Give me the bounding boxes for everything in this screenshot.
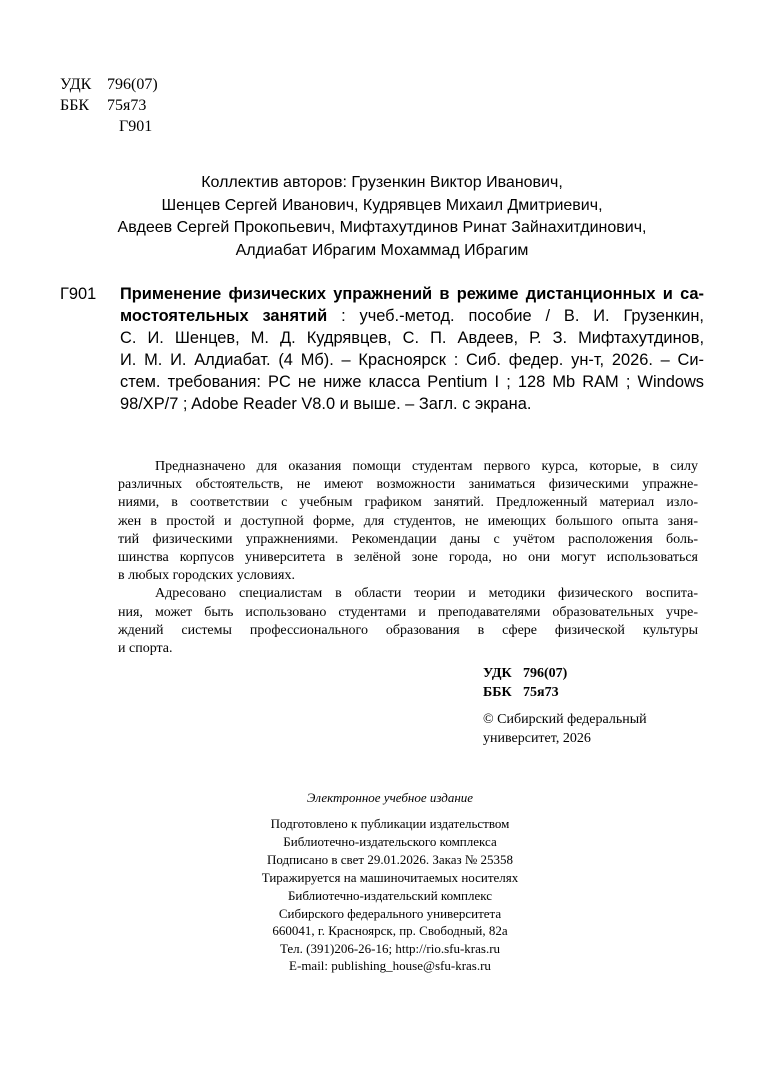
copyright — [483, 710, 647, 748]
edition-type: Электронное учебное издание — [306, 790, 474, 805]
entry-line-6: 98/XP/7 ; Adobe Reader V8.0 и выше. – Загл. с экрана. — [120, 395, 532, 413]
author-mark: Г901 — [119, 118, 153, 135]
entry-line-2 — [60, 305, 704, 327]
annotation-line: жен в простой и доступной форме, для студентов, не имеющих большого опыта заня- — [118, 513, 698, 529]
bottom-classification-codes — [483, 664, 567, 702]
bbk-label: ББК — [60, 97, 90, 114]
annotation-line: Адресовано специалистам в области теории и методики физического воспита- — [155, 586, 698, 602]
annotation-line: ния, может быть использовано студентами и преподавателями образовательных учре- — [118, 604, 698, 620]
publisher-phone: Тел. (391)206-26-16; http://rio.sfu-kras.ru — [279, 940, 501, 956]
entry-line-2-rest: : учеб.-метод. пособие / В. И. Грузенкин, — [341, 307, 704, 325]
sign-info — [230, 851, 550, 886]
entry-line-5: стем. требования: PC не ниже класса Pentium I ; 128 Mb RAM ; Windows — [120, 373, 704, 391]
publisher-email: E-mail: publishing_house@sfu-kras.ru — [289, 958, 491, 974]
bottom-udk-label: УДК — [483, 666, 512, 681]
annotation-line: в любых городских условиях. — [118, 568, 295, 584]
classification-codes — [60, 74, 158, 137]
annotation-line: ждений системы профессионального образования в сфере физической культуры — [118, 622, 698, 638]
entry-line-4: И. М. И. Алдиабат. (4 Мб). – Красноярск : Сиб. федер. ун-т, 2026. – Си- — [120, 351, 704, 369]
bottom-bbk-label: ББК — [483, 685, 512, 700]
bibliographic-entry — [60, 283, 704, 415]
prepared-by — [230, 815, 550, 850]
annotation-line: ниями, в соответствии с учебным графиком занятий. Предложенный материал изло- — [118, 495, 698, 511]
publisher-info — [230, 887, 550, 975]
authors-block — [60, 172, 704, 262]
bottom-udk-row — [483, 664, 567, 683]
udk-value: 796(07) — [107, 76, 158, 93]
udk-row — [60, 74, 158, 95]
signed-line: Подписано в свет 29.01.2026. Заказ № 25358 — [266, 852, 514, 867]
udk-label: УДК — [60, 76, 92, 93]
authors-line: Авдеев Сергей Прокопьевич, Мифтахутдинов Ринат Зайнахитдинович, — [117, 219, 647, 236]
publisher-address: 660041, г. Красноярск, пр. Свободный, 82а — [272, 923, 508, 939]
bottom-bbk-value: 75я73 — [523, 685, 559, 700]
bottom-bbk-row — [483, 683, 567, 702]
annotation-line: и спорта. — [118, 641, 173, 657]
entry-title-line: Применение физических упражнений в режиме дистанционных и са- — [120, 285, 704, 303]
publisher-line: Сибирского федерального университета — [278, 905, 502, 921]
annotation-line: тий физическими упражнениями. Рекомендации даны с учётом расположения боль- — [118, 531, 698, 547]
entry-code: Г901 — [60, 285, 97, 303]
bbk-value: 75я73 — [107, 97, 147, 114]
prepared-line: Библиотечно-издательского комплекса — [283, 833, 497, 849]
copyright-line: университет, 2026 — [483, 731, 591, 746]
prepared-line: Подготовлено к публикации издательством — [270, 816, 510, 831]
publisher-line: Библиотечно-издательский комплекс — [287, 888, 493, 903]
annotation-line: Предназначено для оказания помощи студентам первого курса, которые, в силу — [155, 459, 698, 474]
entry-line-3: С. И. Шенцев, М. Д. Кудрявцев, С. П. Авдеев, Р. З. Мифтахутдинов, — [120, 329, 704, 347]
annotation-line: шинства корпусов университета в зелёной зоне города, но они могут использоваться — [118, 550, 698, 566]
authors-line: Алдиабат Ибрагим Мохаммад Ибрагим — [235, 241, 529, 259]
bottom-udk-value: 796(07) — [523, 666, 568, 681]
annotation — [118, 458, 698, 658]
bbk-row — [60, 95, 158, 116]
authors-line: Коллектив авторов: Грузенкин Виктор Иванович, — [201, 174, 563, 191]
authors-line: Шенцев Сергей Иванович, Кудрявцев Михаил Дмитриевич, — [161, 196, 603, 214]
copyright-line: © Сибирский федеральный — [483, 712, 647, 727]
entry-title-end: мостоятельных занятий — [120, 307, 328, 325]
copies-line: Тиражируется на машиночитаемых носителях — [261, 869, 519, 885]
annotation-line: различных обстоятельств, не имеют возможности заниматься физическими упражне- — [118, 477, 698, 493]
